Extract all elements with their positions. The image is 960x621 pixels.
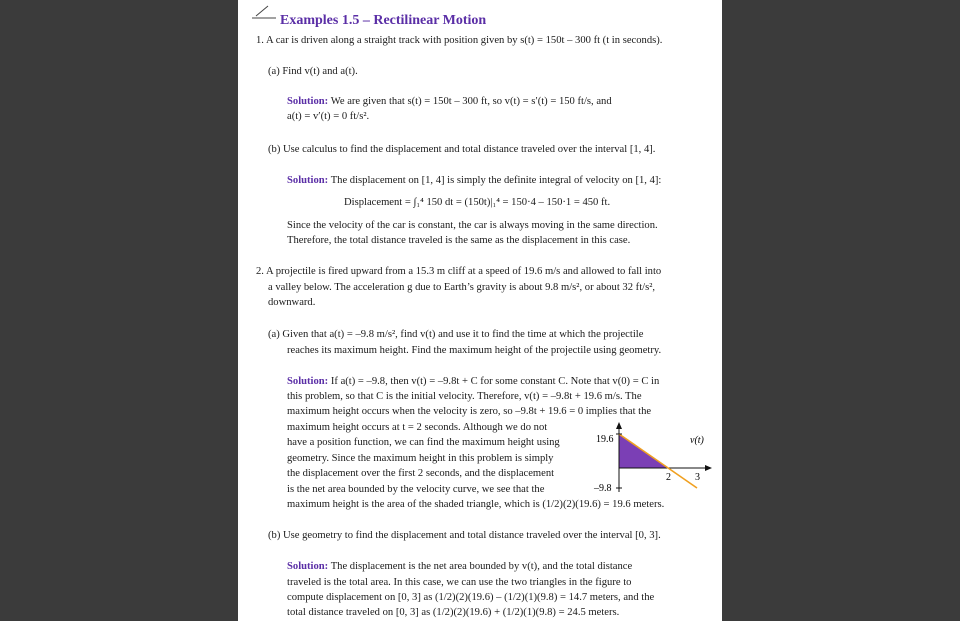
solution-label: Solution: [287,376,329,387]
problem-2a-line2: reaches its maximum height. Find the maximum height of the projectile using geometry. [287,345,662,356]
x-label-2: 2 [666,472,671,483]
y-label-top: 19.6 [596,434,614,445]
solution-text: The displacement is the net area bounded by v(t), and the total distance [330,561,633,572]
solution-1b [287,174,661,188]
solution-2b-line3: compute displacement on [0, 3] as (1/2)(2)(19.6) – (1/2)(1)(9.8) = 14.7 meters, and the [287,592,655,603]
solution-label: Solution: [287,96,329,107]
solution-2a-line3: maximum height occurs when the velocity is zero, so –9.8t + 19.6 = 0 implies that the [287,406,652,417]
solution-2b-line4: total distance traveled on [0, 3] as (1/2)(2)(19.6) + (1/2)(1)(9.8) = 24.5 meters. [287,607,620,618]
document-page [238,0,722,621]
x-axis-arrow [705,465,712,471]
solution-text: If a(t) = –9.8, then v(t) = –9.8t + C for some constant C. Note that v(0) = C in [330,376,660,387]
displacement-equation: Displacement = ∫₁⁴ 150 dt = (150t)|₁⁴ = 150·4 – 150·1 = 450 ft. [344,197,611,208]
problem-2b: (b) Use geometry to find the displacement and total distance traveled over the interval [0, 3]. [268,530,661,541]
solution-2a-line9: maximum height is the area of the shaded triangle, which is (1/2)(2)(19.6) = 19.6 meters. [287,499,665,510]
solution-1a [287,95,612,109]
solution-2a [287,375,659,389]
solution-2b [287,560,632,574]
solution-2a-line4: maximum height occurs at t = 2 seconds. Although we do not [287,422,548,433]
velocity-graph [592,422,714,496]
problem-2-line3: downward. [268,297,316,308]
solution-2b-line2: traveled is the total area. In this case, we can use the two triangles in the figure to [287,577,632,588]
problem-2a-line1: (a) Given that a(t) = –9.8 m/s², find v(t) and use it to find the time at which the projectile [268,329,644,340]
solution-text: The displacement on [1, 4] is simply the definite integral of velocity on [1, 4]: [330,175,662,186]
problem-1a: (a) Find v(t) and a(t). [268,66,358,77]
problem-1: 1. A car is driven along a straight track with position given by s(t) = 150t – 300 ft (t in seconds). [256,35,663,46]
problem-1b: (b) Use calculus to find the displacement and total distance traveled over the interval [1, 4]. [268,144,656,155]
x-label-3: 3 [695,472,700,483]
curve-label: v(t) [690,435,704,446]
solution-1b-line2: Since the velocity of the car is constant, the car is always moving in the same direction. [287,220,658,231]
solution-1a-line2: a(t) = v′(t) = 0 ft/s². [287,111,370,122]
solution-2a-line6: geometry. Since the maximum height in this problem is simply [287,453,554,464]
y-axis-arrow [616,422,622,429]
problem-2-line1: 2. A projectile is fired upward from a 15.3 m cliff at a speed of 19.6 m/s and allowed to fall into [256,266,662,277]
solution-2a-line7: the displacement over the first 2 seconds, and the displacement [287,468,555,479]
y-label-bottom: –9.8 [594,483,612,494]
solution-1b-line3: Therefore, the total distance traveled is the same as the displacement in this case. [287,235,631,246]
corner-mark [252,4,282,24]
solution-label: Solution: [287,561,329,572]
solution-label: Solution: [287,175,329,186]
problem-2-line2: a valley below. The acceleration g due to Earth’s gravity is about 9.8 m/s², or about 32 ft/s², [268,282,656,293]
doc-title: Examples 1.5 – Rectilinear Motion [280,13,487,28]
solution-2a-line8: is the net area bounded by the velocity curve, we see that the [287,484,545,495]
solution-2a-line5: have a position function, we can find the maximum height using [287,437,560,448]
solution-text: We are given that s(t) = 150t – 300 ft, so v(t) = s′(t) = 150 ft/s, and [330,96,612,107]
solution-2a-line2: this problem, so that C is the initial velocity. Therefore, v(t) = –9.8t + 19.6 m/s. The [287,391,642,402]
